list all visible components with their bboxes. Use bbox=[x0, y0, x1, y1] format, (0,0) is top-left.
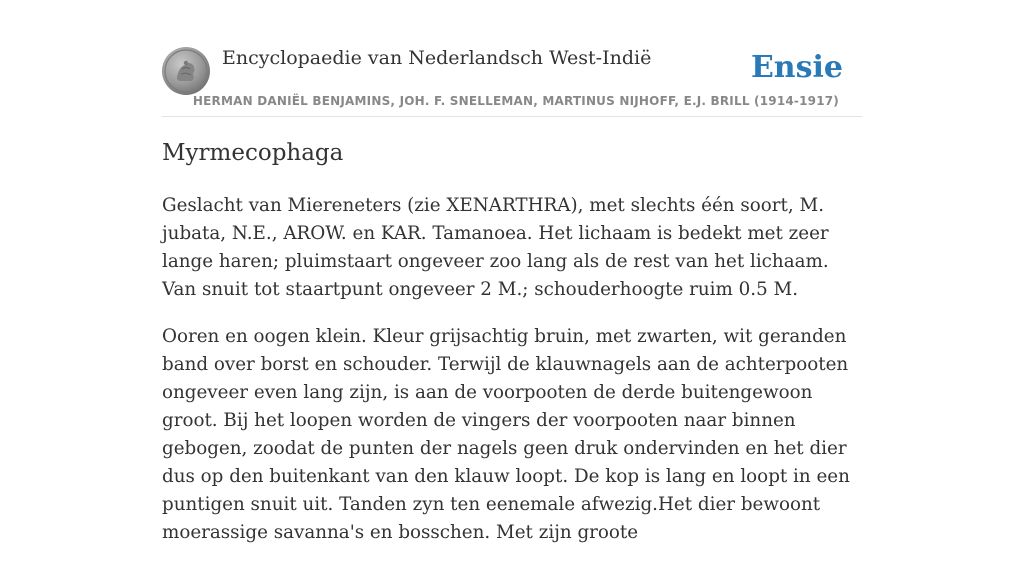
entry-body bbox=[162, 192, 862, 566]
source-title[interactable]: Encyclopaedie van Nederlandsch West-Indië bbox=[222, 47, 652, 69]
entry-paragraph: Geslacht van Miereneters (zie XENARTHRA), met slechts één soort, M. jubata, N.E., AROW. en KAR. Tamanoea. Het lichaam is bedekt met zeer lange haren; pluimstaart ongeveer zoo lang als de rest van het lichaam. Van snuit tot staartpunt ongeveer 2 M.; schouderhoogte ruim 0.5 M. bbox=[162, 195, 829, 300]
entry-title: Myrmecophaga bbox=[162, 140, 344, 166]
source-header bbox=[162, 46, 862, 117]
source-authors: HERMAN DANIËL BENJAMINS, JOH. F. SNELLEMAN, MARTINUS NIJHOFF, E.J. BRILL (1914-1917) bbox=[192, 94, 839, 108]
brand-logo[interactable]: Ensie bbox=[750, 50, 843, 85]
entry-paragraph: Ooren en oogen klein. Kleur grijsachtig bruin, met zwarten, wit geranden band over borst en schouder. Terwijl de klauwnagels aan de achterpooten ongeveer even lang zijn, is aan de voorpooten de derde buitengewoon groot. Bij het loopen worden de vingers der voorpooten naar binnen gebogen, zoodat de punten der nagels geen druk ondervinden en het dier dus op den buitenkant van den klauw loopt. De kop is lang en loopt in een puntigen snuit uit. Tanden zyn ten eenemale afwezig.Het dier bewoont moerassige savanna's en bosschen. Met zijn groote bbox=[162, 326, 850, 543]
coin-emblem-icon bbox=[162, 47, 210, 95]
